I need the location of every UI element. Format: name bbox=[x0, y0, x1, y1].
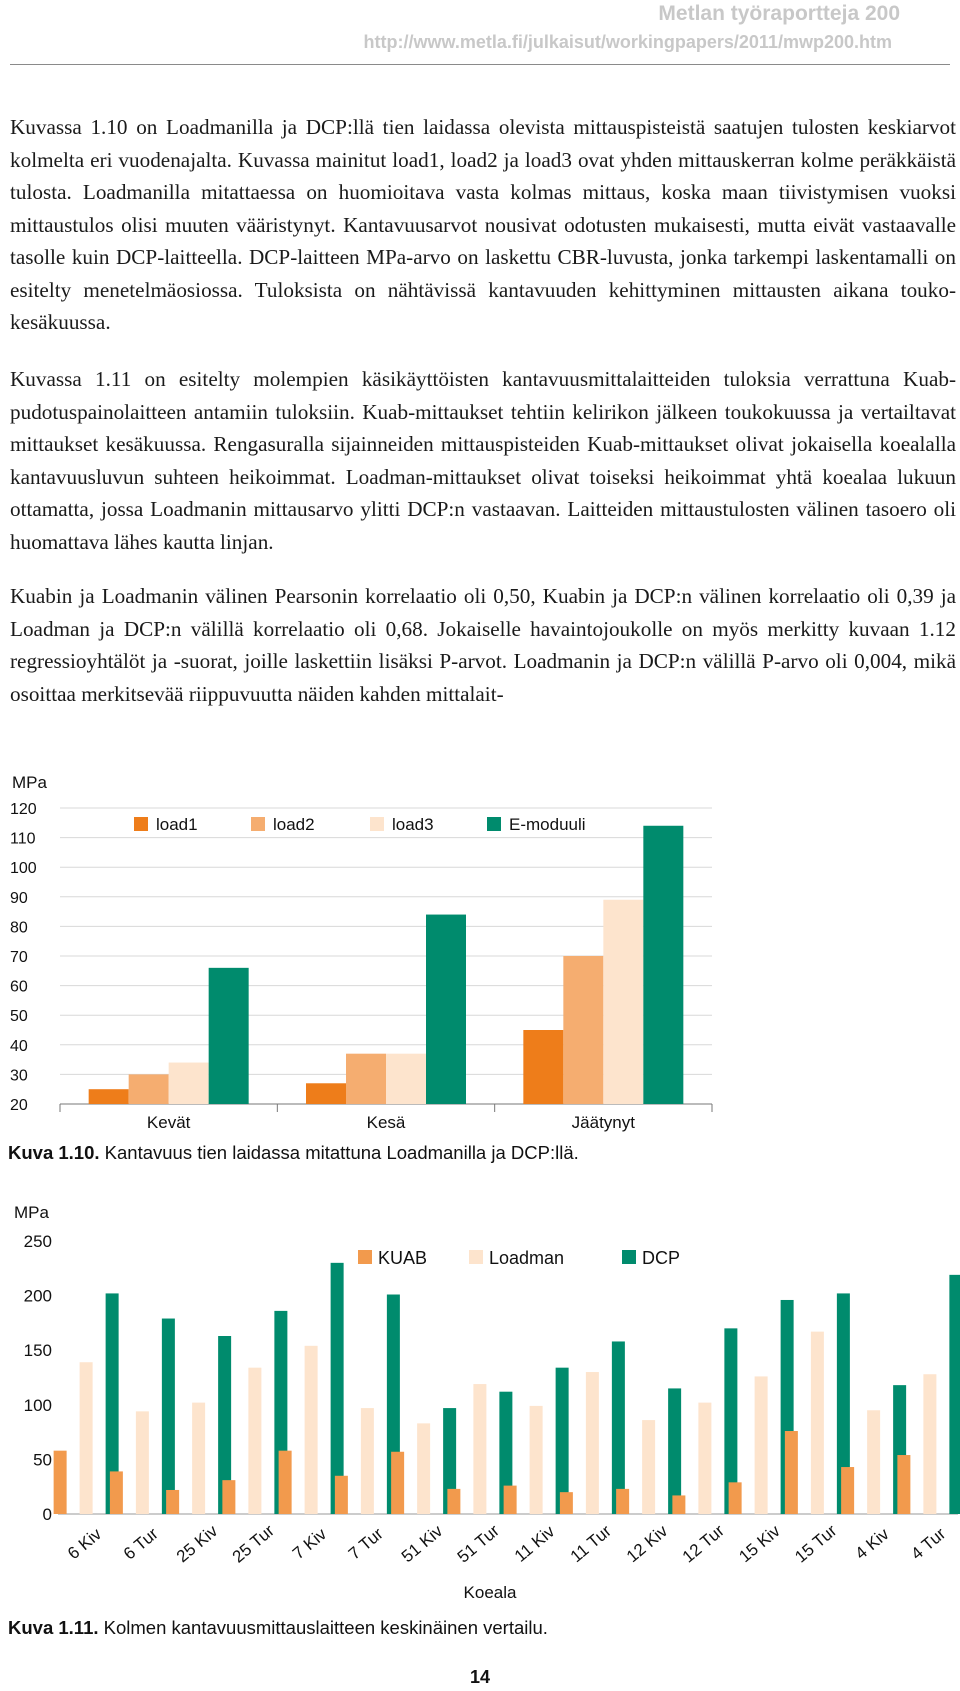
bar-KUAB-51 Tur bbox=[447, 1489, 460, 1514]
bar-DCP-11 Tur bbox=[612, 1341, 625, 1514]
bar-Loadman-11 Kiv bbox=[530, 1406, 543, 1514]
y-tick-label: 20 bbox=[10, 1097, 28, 1114]
series-title: Metlan työraportteja 200 bbox=[658, 2, 900, 25]
x-tick-label: 15 Tur bbox=[791, 1521, 841, 1567]
legend-swatch-KUAB bbox=[358, 1250, 372, 1264]
bar-Loadman-12 Kiv bbox=[642, 1420, 655, 1514]
bar-DCP-11 Kiv bbox=[556, 1368, 569, 1514]
bar-KUAB-12 Kiv bbox=[616, 1489, 629, 1514]
y-tick-label: 200 bbox=[23, 1286, 52, 1306]
bar-Loadman-7 Tur bbox=[361, 1408, 374, 1514]
figure-1-label: Kuva 1.10. bbox=[8, 1142, 100, 1163]
bar-KUAB-25 Kiv bbox=[166, 1490, 179, 1514]
bar-KUAB-51 Kiv bbox=[391, 1452, 404, 1514]
legend-swatch-load3 bbox=[370, 817, 384, 831]
paragraph-1: Kuvassa 1.10 on Loadmanilla ja DCP:llä tien laidassa olevista mittauspisteistä saatujen tulosten keskiarvot kolmelta eri vuodenajalta. Kuvassa mainitut load1, load2 ja load3 ovat yhden mittauskerran kolme peräkkäistä tulosta. Loadmanilla mitattaessa on huomioitava vasta kolmas mittaus, koska maan tiivistymisen vuoksi mittaustulos olisi muuten vääristynyt. Kantavuusarvot nousivat odotusten mukaisesti, mutta eivät vastaavalle tasolle kuin DCP-laitteella. DCP-laitteen MPa-arvo on laskettu CBR-luvusta, jonka tarkempi laskentamalli on esitelty menetelmäosiossa. Tuloksista on nähtävissä kantavuuden kehittyminen mittausten aikana touko-kesäkuussa. bbox=[10, 115, 956, 334]
y-tick-label: 250 bbox=[23, 1232, 52, 1251]
legend-label-load3: load3 bbox=[392, 815, 434, 834]
x-tick-label: Jäätynyt bbox=[571, 1113, 635, 1132]
y-tick-label: 100 bbox=[10, 860, 37, 878]
y-tick-label: 120 bbox=[10, 801, 37, 818]
legend-swatch-load1 bbox=[134, 817, 148, 831]
y-tick-label: 50 bbox=[10, 1008, 28, 1026]
bar-Loadman-25 Tur bbox=[248, 1368, 261, 1514]
x-tick-label: 15 Kiv bbox=[735, 1521, 784, 1567]
bar-load2-Kevät bbox=[129, 1074, 169, 1104]
bar-load3-Kevät bbox=[169, 1063, 209, 1104]
legend-label-load2: load2 bbox=[273, 815, 315, 834]
legend-label-Loadman: Loadman bbox=[489, 1248, 565, 1268]
legend-swatch-Loadman bbox=[469, 1250, 483, 1264]
y-tick-label: 70 bbox=[10, 949, 28, 966]
x-tick-label: Kevät bbox=[146, 1113, 191, 1132]
legend-swatch-DCP bbox=[622, 1250, 636, 1264]
y-tick-label: 100 bbox=[23, 1395, 52, 1415]
legend-label-KUAB: KUAB bbox=[378, 1248, 428, 1268]
y-tick-label: 60 bbox=[10, 978, 28, 996]
x-tick-label: 6 Kiv bbox=[64, 1524, 106, 1564]
paragraph-2: Kuvassa 1.11 on esitelty molempien käsikäyttöisten kantavuusmittalaitteiden tuloksia verrattuna Kuab-pudotuspainolaitteen antamiin tuloksiin. Kuab-mittaukset tehtiin kelirikon jälkeen toukokuussa ja vertailtavat mittaukset kesäkuussa. Rengasuralla sijainneiden mittauspisteiden Kuab-mittaukset olivat jokaisella koealalla kantavuusluvun suhteen heikoimmat. Loadman-mittaukset olivat toiseksi heikoimmat yhtä koealaa lukuun ottamatta, jossa Loadmanin mittausarvo ylitti DCP:n vastaavan. Laitteiden mittaustulosten välinen tasoero oli huomattava lähes kautta linjan. bbox=[10, 367, 956, 554]
x-tick-label: 4 Tur bbox=[907, 1524, 950, 1564]
x-tick-label: 4 Kiv bbox=[851, 1524, 893, 1564]
bar-DCP-4 Tur bbox=[949, 1275, 960, 1514]
x-tick-label: 11 Kiv bbox=[510, 1521, 559, 1566]
bar-Loadman-12 Tur bbox=[698, 1403, 711, 1514]
figure-2-text: Kolmen kantavuusmittauslaitteen keskinäinen vertailu. bbox=[103, 1617, 548, 1638]
bar-Loadman-7 Kiv bbox=[305, 1346, 318, 1514]
bar-load1-Kevät bbox=[89, 1089, 129, 1104]
x-tick-label: 25 Tur bbox=[228, 1521, 278, 1567]
bar-load3-Jäätynyt bbox=[603, 900, 643, 1104]
x-tick-label: 6 Tur bbox=[119, 1524, 162, 1564]
chart-season-bearing bbox=[0, 760, 720, 1140]
header-rule bbox=[10, 64, 950, 65]
bar-Loadman-15 Kiv bbox=[755, 1376, 768, 1514]
bar-E-moduuli-Jäätynyt bbox=[643, 826, 683, 1104]
x-axis-label: Koeala bbox=[463, 1583, 517, 1602]
y-tick-label: 0 bbox=[42, 1505, 52, 1524]
bar-Loadman-51 Kiv bbox=[417, 1423, 430, 1514]
figure-2-caption bbox=[8, 1617, 548, 1639]
y-axis-label: MPa bbox=[14, 1203, 49, 1222]
bar-load2-Jäätynyt bbox=[563, 956, 603, 1104]
bar-E-moduuli-Kevät bbox=[209, 968, 249, 1104]
bar-Loadman-25 Kiv bbox=[192, 1403, 205, 1514]
bar-KUAB-7 Tur bbox=[335, 1476, 348, 1514]
bar-Loadman-4 Tur bbox=[923, 1374, 936, 1514]
x-tick-label: 51 Tur bbox=[453, 1521, 503, 1567]
page-number: 14 bbox=[469, 1667, 491, 1687]
bar-KUAB-15 Kiv bbox=[729, 1482, 742, 1514]
legend-swatch-load2 bbox=[251, 817, 265, 831]
bar-KUAB-6 Tur bbox=[110, 1471, 123, 1514]
bar-KUAB-25 Tur bbox=[222, 1480, 235, 1514]
y-tick-label: 30 bbox=[10, 1067, 28, 1085]
bar-KUAB-6 Kiv bbox=[54, 1451, 67, 1514]
x-tick-label: 51 Kiv bbox=[397, 1521, 447, 1567]
bar-Loadman-51 Tur bbox=[473, 1384, 486, 1514]
bar-Loadman-6 Tur bbox=[136, 1411, 149, 1514]
bar-KUAB-15 Tur bbox=[785, 1431, 798, 1514]
bar-Loadman-11 Tur bbox=[586, 1372, 599, 1514]
bar-load2-Kesä bbox=[346, 1054, 386, 1104]
bar-KUAB-4 Tur bbox=[897, 1455, 910, 1514]
bar-Loadman-15 Tur bbox=[811, 1332, 824, 1514]
y-axis-label: MPa bbox=[12, 773, 47, 792]
bar-KUAB-11 Kiv bbox=[504, 1486, 517, 1514]
legend-label-DCP: DCP bbox=[642, 1248, 681, 1268]
bar-load1-Kesä bbox=[306, 1083, 346, 1104]
x-tick-label: 12 Kiv bbox=[622, 1521, 672, 1567]
bar-DCP-12 Kiv bbox=[668, 1388, 681, 1514]
x-tick-label: 7 Kiv bbox=[289, 1524, 331, 1564]
chart-device-comparison bbox=[0, 1200, 960, 1620]
paragraph-3: Kuabin ja Loadmanin välinen Pearsonin korrelaatio oli 0,50, Kuabin ja DCP:n välinen korrelaatio oli 0,39 ja Loadman ja DCP:n välillä korrelaatio oli 0,68. Jokaiselle havaintojoukolle on myös merkitty kuvaan 1.12 regressioyhtälöt ja -suorat, joille laskettiin lisäksi P-arvot. Loadmanin ja DCP:n välillä P-arvo oli 0,004, mikä osoittaa merkitsevää riippuvuutta näiden kahden mittalait- bbox=[10, 584, 956, 706]
x-tick-label: 12 Tur bbox=[678, 1521, 728, 1567]
y-tick-label: 80 bbox=[10, 919, 28, 937]
y-tick-label: 90 bbox=[10, 889, 28, 907]
legend-label-E-moduuli: E-moduuli bbox=[509, 815, 586, 834]
y-tick-label: 150 bbox=[23, 1341, 52, 1361]
bar-Loadman-4 Kiv bbox=[867, 1410, 880, 1514]
bar-load3-Kesä bbox=[386, 1054, 426, 1104]
x-tick-label: 11 Tur bbox=[566, 1521, 615, 1567]
figure-1-caption bbox=[8, 1142, 579, 1164]
legend-swatch-E-moduuli bbox=[487, 817, 501, 831]
figure-2-label: Kuva 1.11. bbox=[8, 1617, 99, 1638]
bar-Loadman-6 Kiv bbox=[80, 1362, 93, 1514]
figure-1-text: Kantavuus tien laidassa mitattuna Loadmanilla ja DCP:llä. bbox=[104, 1142, 579, 1163]
bar-E-moduuli-Kesä bbox=[426, 915, 466, 1104]
x-tick-label: 7 Tur bbox=[344, 1524, 387, 1564]
x-tick-label: 25 Kiv bbox=[172, 1521, 222, 1567]
bar-KUAB-7 Kiv bbox=[279, 1451, 292, 1514]
bar-KUAB-11 Tur bbox=[560, 1492, 573, 1514]
x-tick-label: Kesä bbox=[366, 1113, 406, 1132]
bar-load1-Jäätynyt bbox=[523, 1030, 563, 1104]
header-url: http://www.metla.fi/julkaisut/workingpapers/2011/mwp200.htm bbox=[363, 32, 892, 52]
legend-label-load1: load1 bbox=[156, 815, 198, 834]
bar-KUAB-12 Tur bbox=[672, 1495, 685, 1514]
y-tick-label: 40 bbox=[10, 1037, 28, 1055]
y-tick-label: 110 bbox=[10, 830, 36, 848]
bar-DCP-6 Tur bbox=[162, 1319, 175, 1514]
y-tick-label: 50 bbox=[33, 1450, 52, 1470]
bar-KUAB-4 Kiv bbox=[841, 1467, 854, 1514]
